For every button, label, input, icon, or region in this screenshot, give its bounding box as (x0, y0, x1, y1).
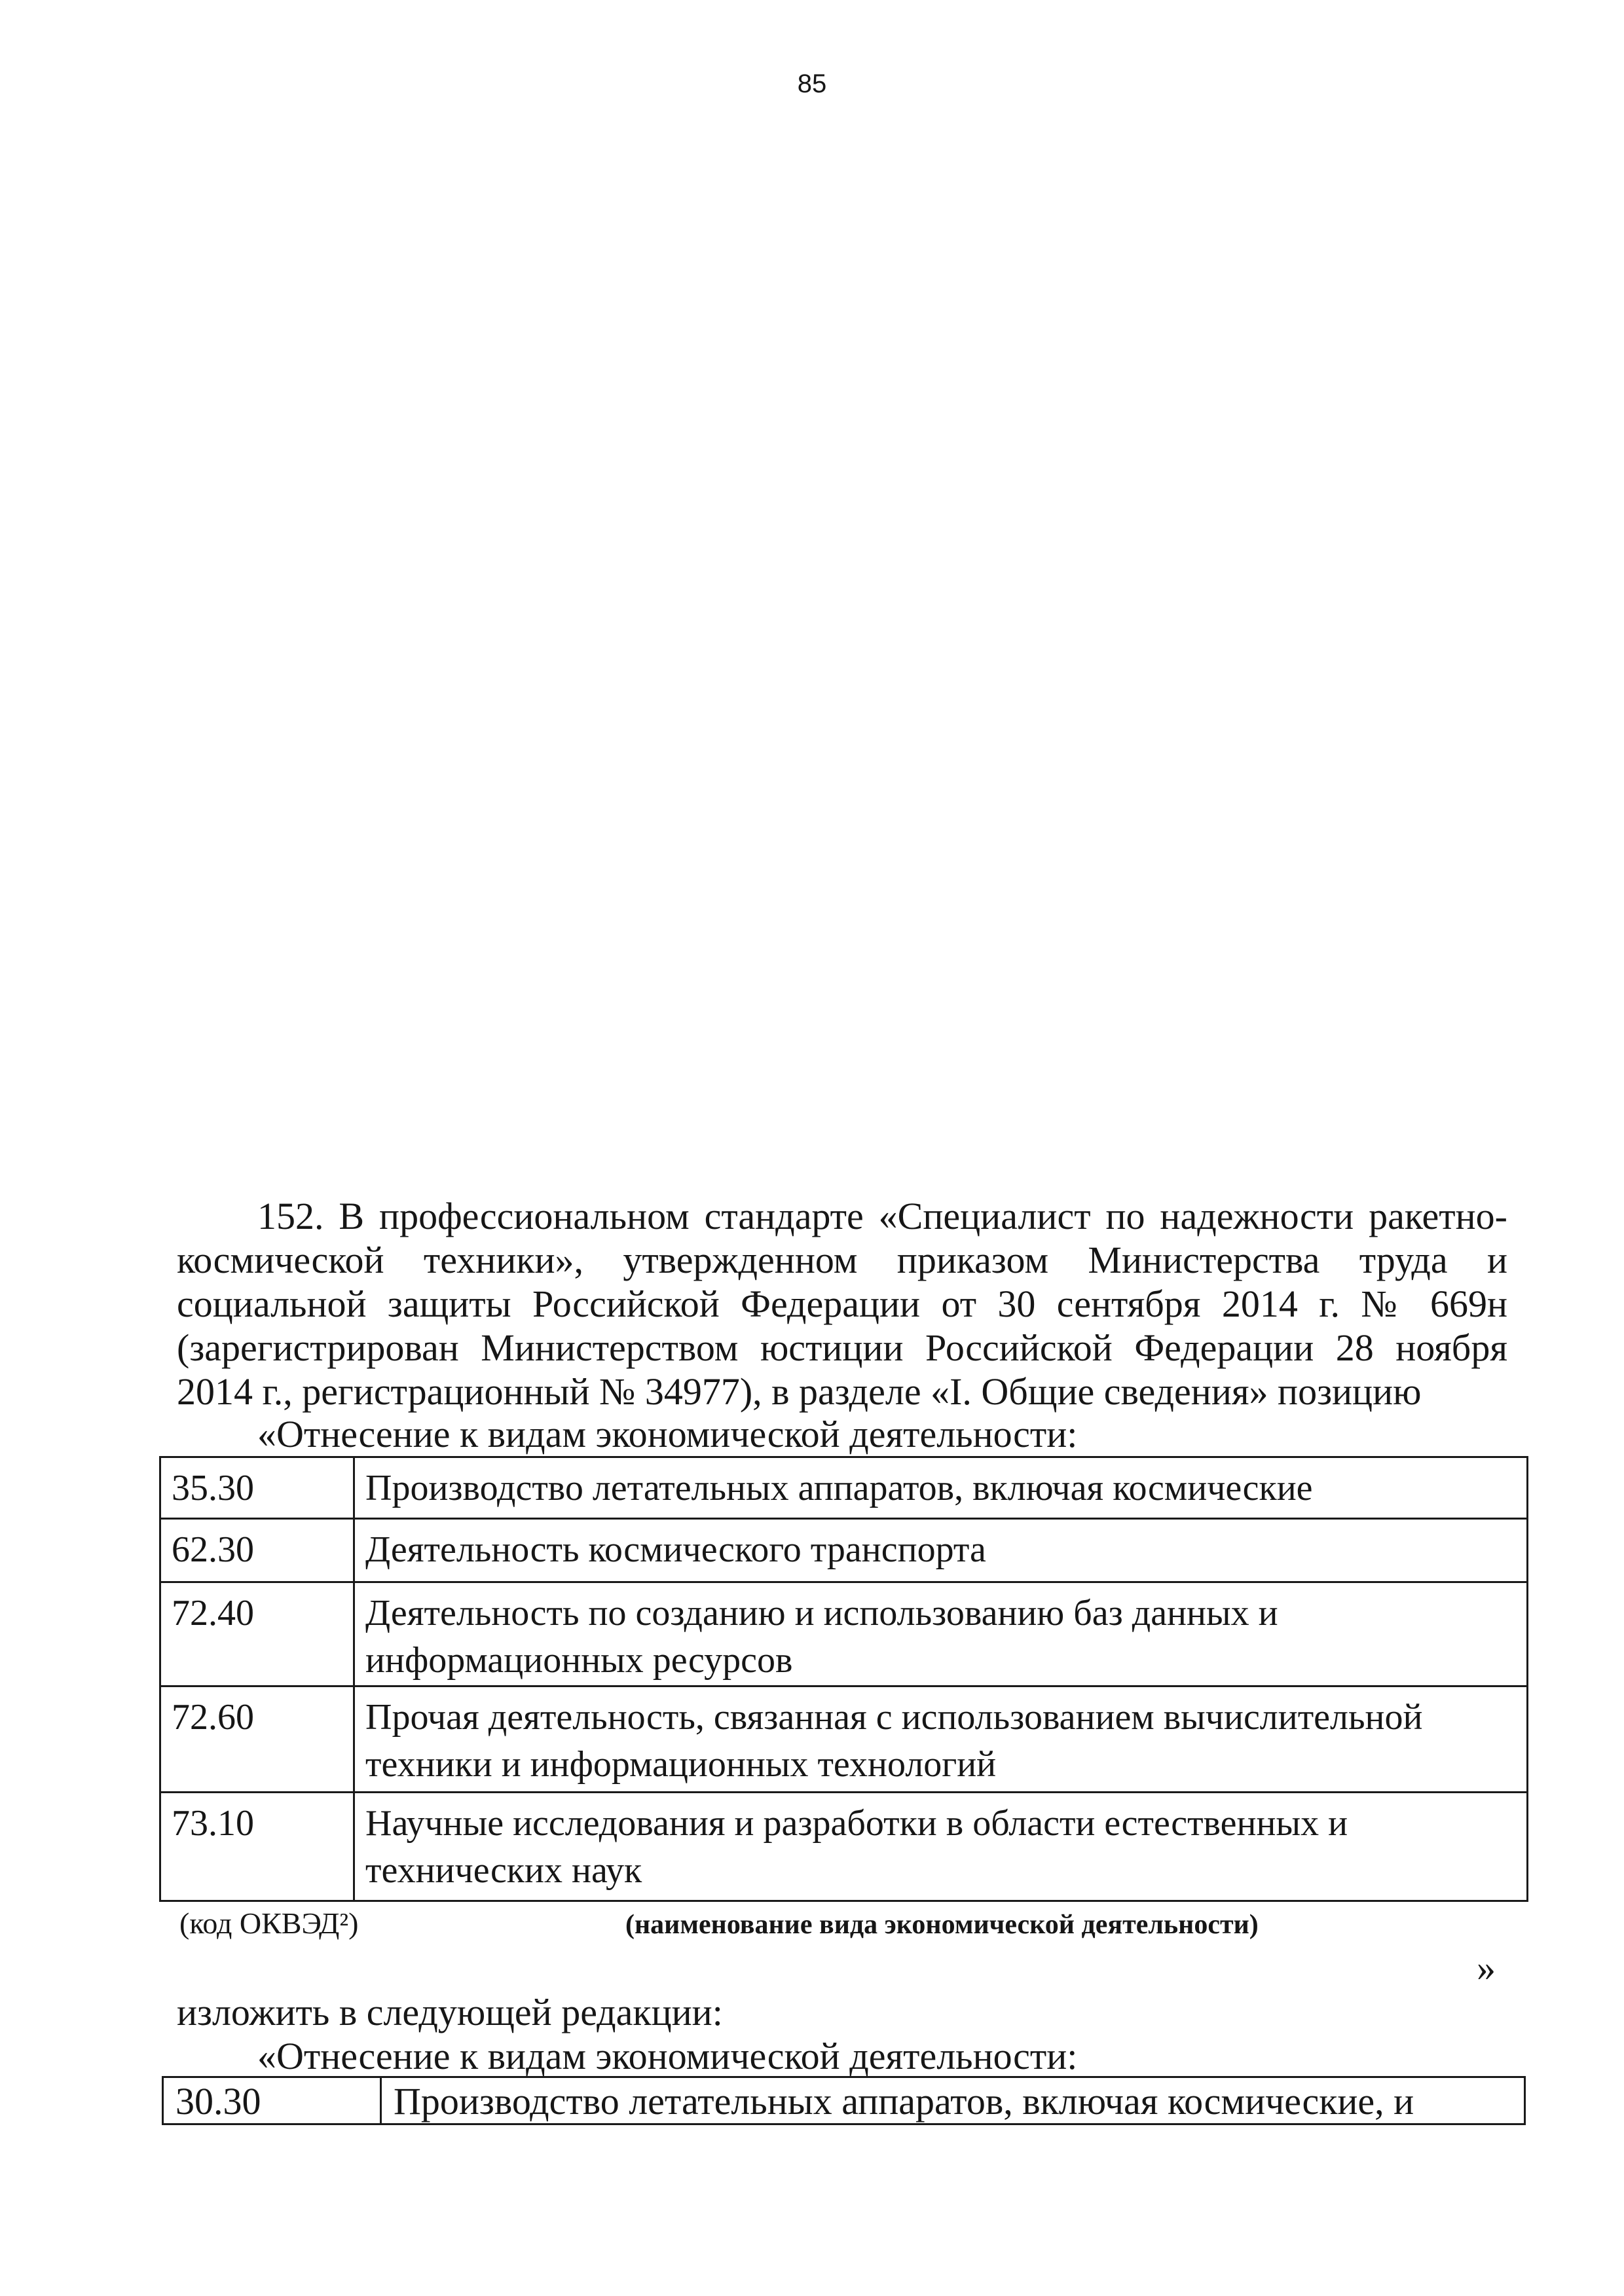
table-row (160, 1457, 1528, 1519)
activity-name-cell (354, 1519, 1528, 1582)
paragraph-line: (зарегистрирован Министерством юстиции Российской Федерации 28 ноября (177, 1326, 1507, 1369)
paragraph-line: 152. В профессиональном стандарте «Специалист по надежности ракетно- (257, 1195, 1507, 1237)
activity-name-line: информационных ресурсов (365, 1640, 793, 1681)
okved-code-cell: 35.30 (160, 1457, 354, 1519)
table-row (160, 1686, 1528, 1793)
paragraph-line: социальной защиты Российской Федерации от 30 сентября 2014 г. № 669н (177, 1283, 1507, 1325)
activity-name-cell (354, 1582, 1528, 1686)
activity-name-line: Производство летательных аппаратов, включая космические (365, 1468, 1313, 1508)
page-number: 85 (797, 69, 827, 98)
current-activity-table (159, 1456, 1528, 1902)
paragraph-line: космической техники», утвержденном приказом Министерства труда и (177, 1239, 1507, 1281)
amendment-paragraph (177, 1194, 1507, 1413)
table-row (160, 1582, 1528, 1686)
instruction-text: изложить в следующей редакции: (177, 1991, 723, 2033)
activity-name-line: Деятельность по созданию и использованию баз данных и (365, 1593, 1278, 1633)
current-table-heading: «Отнесение к видам экономической деятельности: (257, 1413, 1078, 1455)
new-table-heading: «Отнесение к видам экономической деятельности: (257, 2035, 1078, 2077)
table-row (163, 2077, 1525, 2124)
okved-code-cell: 73.10 (160, 1793, 354, 1901)
okved-code-cell: 72.40 (160, 1582, 354, 1686)
activity-name-caption: (наименование вида экономической деятельности) (625, 1910, 1259, 1940)
new-activity-table (162, 2076, 1526, 2125)
activity-name-cell (354, 1686, 1528, 1793)
okved-code-cell: 72.60 (160, 1686, 354, 1793)
activity-name-cell (354, 1457, 1528, 1519)
activity-name-line: технических наук (365, 1850, 642, 1891)
table-row (160, 1793, 1528, 1901)
table-row (160, 1519, 1528, 1582)
closing-quote: » (1477, 1946, 1496, 1989)
okved-code-cell: 62.30 (160, 1519, 354, 1582)
activity-name-line: Деятельность космического транспорта (365, 1529, 986, 1570)
activity-name-cell: Производство летательных аппаратов, включая космические, и (381, 2077, 1525, 2124)
activity-name-cell (354, 1793, 1528, 1901)
activity-name-line: техники и информационных технологий (365, 1744, 997, 1785)
activity-name-line: Научные исследования и разработки в области естественных и (365, 1803, 1348, 1844)
okved-code-cell: 30.30 (163, 2077, 381, 2124)
okved-code-caption: (код ОКВЭД²) (179, 1906, 359, 1940)
activity-name-line: Прочая деятельность, связанная с использованием вычислительной (365, 1697, 1423, 1738)
paragraph-line: 2014 г., регистрационный № 34977), в разделе «I. Общие сведения» позицию (177, 1370, 1422, 1413)
